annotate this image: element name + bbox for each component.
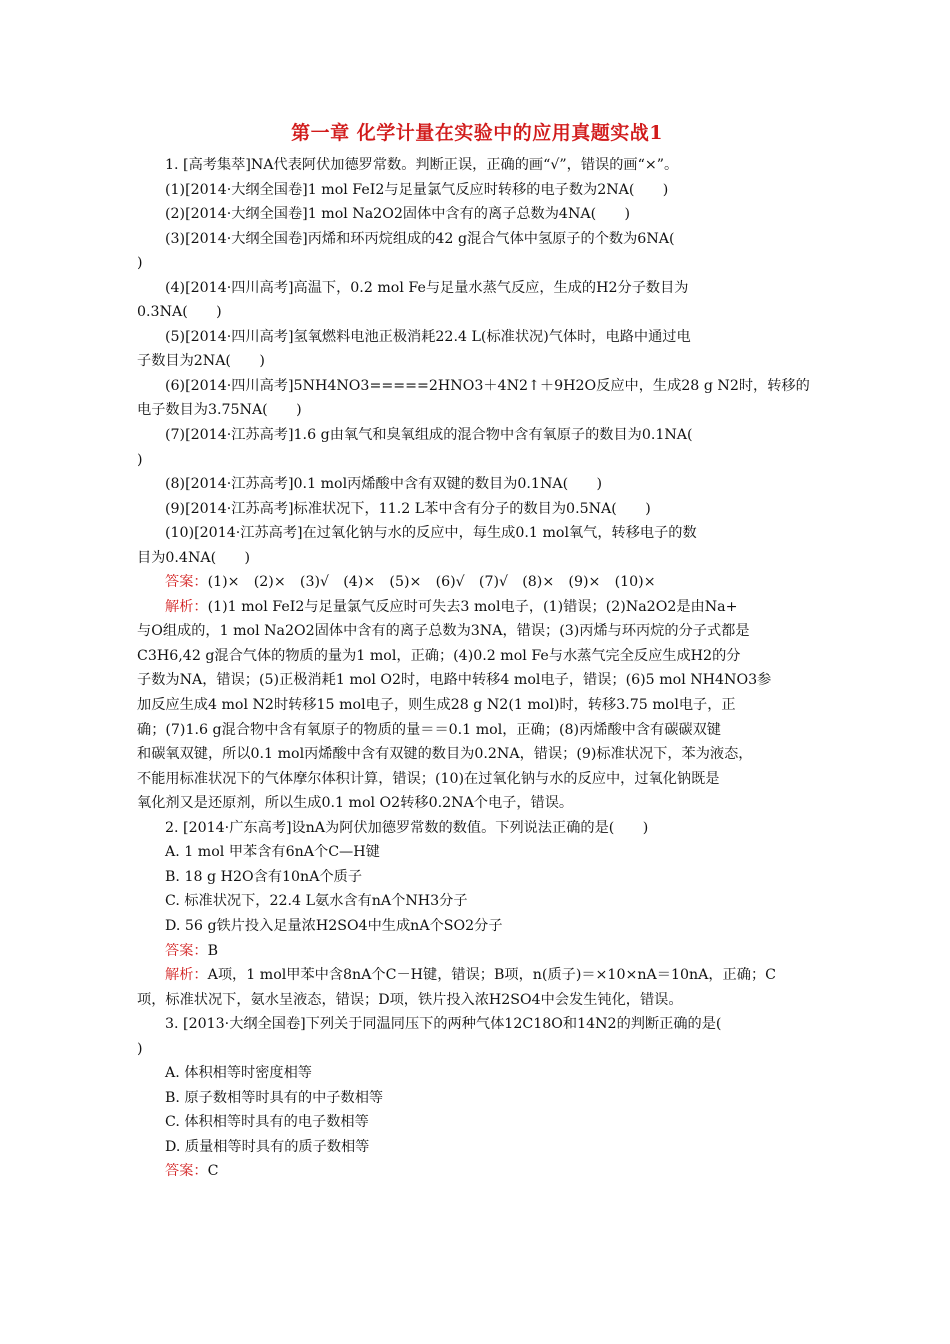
line-text: (1)1 mol FeI2与足量氯气反应时可失去3 mol电子，(1)错误；(2)Na2O2是由Na+ (207, 598, 738, 615)
document-page (137, 120, 817, 1184)
text-line (137, 300, 817, 325)
text-line (137, 276, 817, 301)
line-text: B (207, 942, 219, 959)
line-text: 子数为NA，错误；(5)正极消耗1 mol O2时，电路中转移4 mol电子，错误；(6)5 mol NH4NO3参 (137, 672, 772, 689)
answer-label: 解析： (165, 598, 208, 615)
text-line (137, 767, 817, 792)
line-text: (6)[2014·四川高考]5NH4NO3=====2HNO3＋4N2↑＋9H2O反应中，生成28 g N2时，转移的 (165, 377, 810, 394)
line-text: (1)× (2)× (3)√ (4)× (5)× (6)√ (7)√ (8)× (9)× (10)× (207, 574, 656, 591)
text-line (137, 1159, 817, 1184)
line-text: 加反应生成4 mol N2时转移15 mol电子，则生成28 g N2(1 mol)时，转移3.75 mol电子，正 (137, 697, 736, 714)
line-text: 氧化剂又是还原剂，所以生成0.1 mol O2转移0.2NA个电子，错误。 (137, 795, 574, 812)
line-text: ) (137, 255, 143, 272)
text-line (137, 1135, 817, 1160)
text-line (137, 448, 817, 473)
line-text: 和碳氧双键，所以0.1 mol丙烯酸中含有双键的数目为0.2NA，错误；(9)标准状况下，苯为液态， (137, 746, 753, 763)
text-line (137, 1086, 817, 1111)
line-text: (2)[2014·大纲全国卷]1 mol Na2O2固体中含有的离子总数为4NA( ) (165, 206, 631, 223)
line-text: 电子数目为3.75NA( ) (137, 402, 302, 419)
line-text: 目为0.4NA( ) (137, 549, 251, 566)
text-line (137, 497, 817, 522)
text-line (137, 963, 817, 988)
line-text: A项，1 mol甲苯中含8nA个C－H键，错误；B项，n(质子)＝×10×nA＝10nA，正确；C (207, 967, 776, 984)
answer-label: 答案： (165, 1163, 208, 1180)
text-line (137, 693, 817, 718)
text-line (137, 791, 817, 816)
text-line (137, 1037, 817, 1062)
answer-label: 解析： (165, 967, 208, 984)
text-line (137, 325, 817, 350)
text-line (137, 840, 817, 865)
text-line (137, 227, 817, 252)
text-line (137, 742, 817, 767)
line-text: 0.3NA( ) (137, 304, 222, 321)
line-text: B. 18 g H2O含有10nA个质子 (165, 868, 363, 885)
text-line (137, 1012, 817, 1037)
text-line (137, 914, 817, 939)
line-text: C. 标准状况下，22.4 L氨水含有nA个NH3分子 (165, 893, 468, 910)
text-line (137, 865, 817, 890)
line-text: 确；(7)1.6 g混合物中含有氧原子的物质的量＝＝0.1 mol，正确；(8)丙烯酸中含有碳碳双键 (137, 721, 721, 738)
text-line (137, 1110, 817, 1135)
line-text: ) (137, 451, 143, 468)
text-line (137, 398, 817, 423)
line-text: D. 56 g铁片投入足量浓H2SO4中生成nA个SO2分子 (165, 917, 503, 934)
line-text: (10)[2014·江苏高考]在过氧化钠与水的反应中，每生成0.1 mol氧气，转移电子的数 (165, 525, 697, 542)
line-text: 1. [高考集萃]NA代表阿伏加德罗常数。判断正误，正确的画“√”，错误的画“×”。 (165, 157, 679, 173)
text-line (137, 816, 817, 841)
line-text: A. 1 mol 甲苯含有6nA个C—H键 (165, 844, 380, 861)
line-text: C. 体积相等时具有的电子数相等 (165, 1114, 369, 1131)
answer-label: 答案： (165, 574, 208, 591)
text-line (137, 644, 817, 669)
text-line (137, 889, 817, 914)
line-text: (9)[2014·江苏高考]标准状况下，11.2 L苯中含有分子的数目为0.5NA( ) (165, 500, 651, 517)
line-text: A. 体积相等时密度相等 (165, 1065, 312, 1082)
line-text: (4)[2014·四川高考]高温下，0.2 mol Fe与足量水蒸气反应，生成的H2分子数目为 (165, 279, 689, 296)
line-text: C3H6,42 g混合气体的物质的量为1 mol，正确；(4)0.2 mol Fe与水蒸气完全反应生成H2的分 (137, 647, 741, 664)
line-text: (5)[2014·四川高考]氢氧燃料电池正极消耗22.4 L(标准状况)气体时，电路中通过电 (165, 328, 691, 345)
line-text: 不能用标准状况下的气体摩尔体积计算，错误；(10)在过氧化钠与水的反应中，过氧化钠既是 (137, 770, 720, 787)
line-text: (1)[2014·大纲全国卷]1 mol FeI2与足量氯气反应时转移的电子数为2NA( ) (165, 181, 669, 198)
text-line (137, 1061, 817, 1086)
text-line (137, 178, 817, 203)
line-text: 2. [2014·广东高考]设nA为阿伏加德罗常数的数值。下列说法正确的是( ) (165, 819, 649, 836)
line-text: C (207, 1163, 219, 1180)
line-text: 子数目为2NA( ) (137, 353, 265, 370)
text-line (137, 251, 817, 276)
line-text: ) (137, 1040, 143, 1057)
document-body (137, 153, 817, 1184)
line-text: D. 质量相等时具有的质子数相等 (165, 1138, 370, 1155)
answer-label: 答案： (165, 942, 208, 959)
line-text: (3)[2014·大纲全国卷]丙烯和环丙烷组成的42 g混合气体中氢原子的个数为6NA( (165, 230, 675, 247)
text-line (137, 595, 817, 620)
text-line (137, 521, 817, 546)
text-line (137, 423, 817, 448)
text-line (137, 988, 817, 1013)
text-line (137, 668, 817, 693)
text-line (137, 374, 817, 399)
text-line (137, 202, 817, 227)
text-line (137, 718, 817, 743)
text-line (137, 939, 817, 964)
text-line (137, 619, 817, 644)
line-text: 项，标准状况下，氨水呈液态，错误；D项，铁片投入浓H2SO4中会发生钝化，错误。 (137, 991, 683, 1008)
page-title: 第一章 化学计量在实验中的应用真题实战1 (291, 122, 663, 144)
line-text: (7)[2014·江苏高考]1.6 g由氧气和臭氧组成的混合物中含有氧原子的数目为0.1NA( (165, 427, 693, 444)
text-line (137, 153, 817, 178)
line-text: 3. [2013·大纲全国卷]下列关于同温同压下的两种气体12C18O和14N2的判断正确的是( (165, 1016, 722, 1033)
text-line (137, 349, 817, 374)
line-text: B. 原子数相等时具有的中子数相等 (165, 1089, 384, 1106)
text-line (137, 546, 817, 571)
line-text: 与O组成的，1 mol Na2O2固体中含有的离子总数为3NA，错误；(3)丙烯与环丙烷的分子式都是 (137, 623, 750, 640)
text-line (137, 472, 817, 497)
text-line (137, 570, 817, 595)
line-text: (8)[2014·江苏高考]0.1 mol丙烯酸中含有双键的数目为0.1NA( ) (165, 476, 603, 493)
